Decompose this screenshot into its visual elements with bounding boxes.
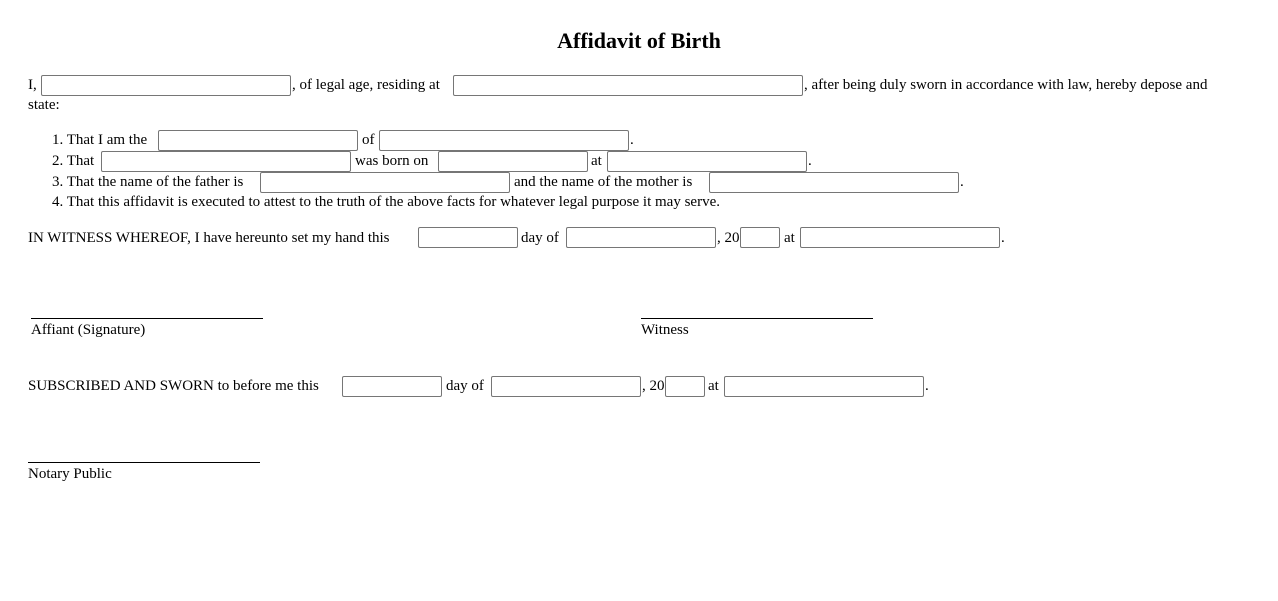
mother-name-input[interactable] — [709, 172, 959, 193]
residence-input[interactable] — [453, 75, 803, 96]
witness-day-of-text: day of — [521, 230, 559, 246]
item1-of-text: of — [362, 132, 375, 148]
subscribed-clause-end: . — [925, 378, 929, 394]
item4-text: 4. That this affidavit is executed to attest to the truth of the above facts for whatever legal purpose it may serve. — [52, 194, 720, 210]
subscribed-clause-prefix: SUBSCRIBED AND SWORN to before me this — [28, 378, 319, 394]
affiant-signature-line — [31, 318, 263, 319]
subscribed-place-input[interactable] — [724, 376, 924, 397]
subscribed-at-text: at — [708, 378, 719, 394]
subscribed-year-prefix: , 20 — [642, 378, 665, 394]
birth-place-input[interactable] — [607, 151, 807, 172]
item2-born-on-text: was born on — [355, 153, 429, 169]
witness-signature-line — [641, 318, 873, 319]
item2-end: . — [808, 153, 812, 169]
item2-prefix: 2. That — [52, 153, 95, 169]
father-name-input[interactable] — [260, 172, 510, 193]
relationship-input[interactable] — [158, 130, 358, 151]
witness-clause-prefix: IN WITNESS WHEREOF, I have hereunto set my hand this — [28, 230, 390, 246]
witness-place-input[interactable] — [800, 227, 1000, 248]
subscribed-month-input[interactable] — [491, 376, 641, 397]
subscribed-year-input[interactable] — [665, 376, 705, 397]
notary-signature-line — [28, 462, 260, 463]
relationship-of-input[interactable] — [379, 130, 629, 151]
child-name-input[interactable] — [101, 151, 351, 172]
witness-signature-label: Witness — [641, 322, 689, 338]
witness-year-prefix: , 20 — [717, 230, 740, 246]
page-title: Affidavit of Birth — [557, 28, 721, 53]
witness-at-text: at — [784, 230, 795, 246]
item3-end: . — [960, 174, 964, 190]
birth-date-input[interactable] — [438, 151, 588, 172]
intro-sworn-text: , after being duly sworn in accordance with law, hereby depose and — [804, 77, 1208, 93]
witness-month-input[interactable] — [566, 227, 716, 248]
subscribed-day-input[interactable] — [342, 376, 442, 397]
item2-at-text: at — [591, 153, 602, 169]
item3-prefix: 3. That the name of the father is — [52, 174, 244, 190]
intro-state-text: state: — [28, 97, 60, 113]
affiant-signature-label: Affiant (Signature) — [31, 322, 146, 338]
witness-clause-end: . — [1001, 230, 1005, 246]
item3-mother-text: and the name of the mother is — [514, 174, 693, 190]
item1-end: . — [630, 132, 634, 148]
witness-year-input[interactable] — [740, 227, 780, 248]
affiant-name-input[interactable] — [41, 75, 291, 96]
notary-public-label: Notary Public — [28, 466, 112, 482]
subscribed-day-of-text: day of — [446, 378, 484, 394]
intro-i-text: I, — [28, 77, 37, 93]
witness-day-input[interactable] — [418, 227, 518, 248]
item1-prefix: 1. That I am the — [52, 132, 148, 148]
intro-legal-age-text: , of legal age, residing at — [292, 77, 440, 93]
